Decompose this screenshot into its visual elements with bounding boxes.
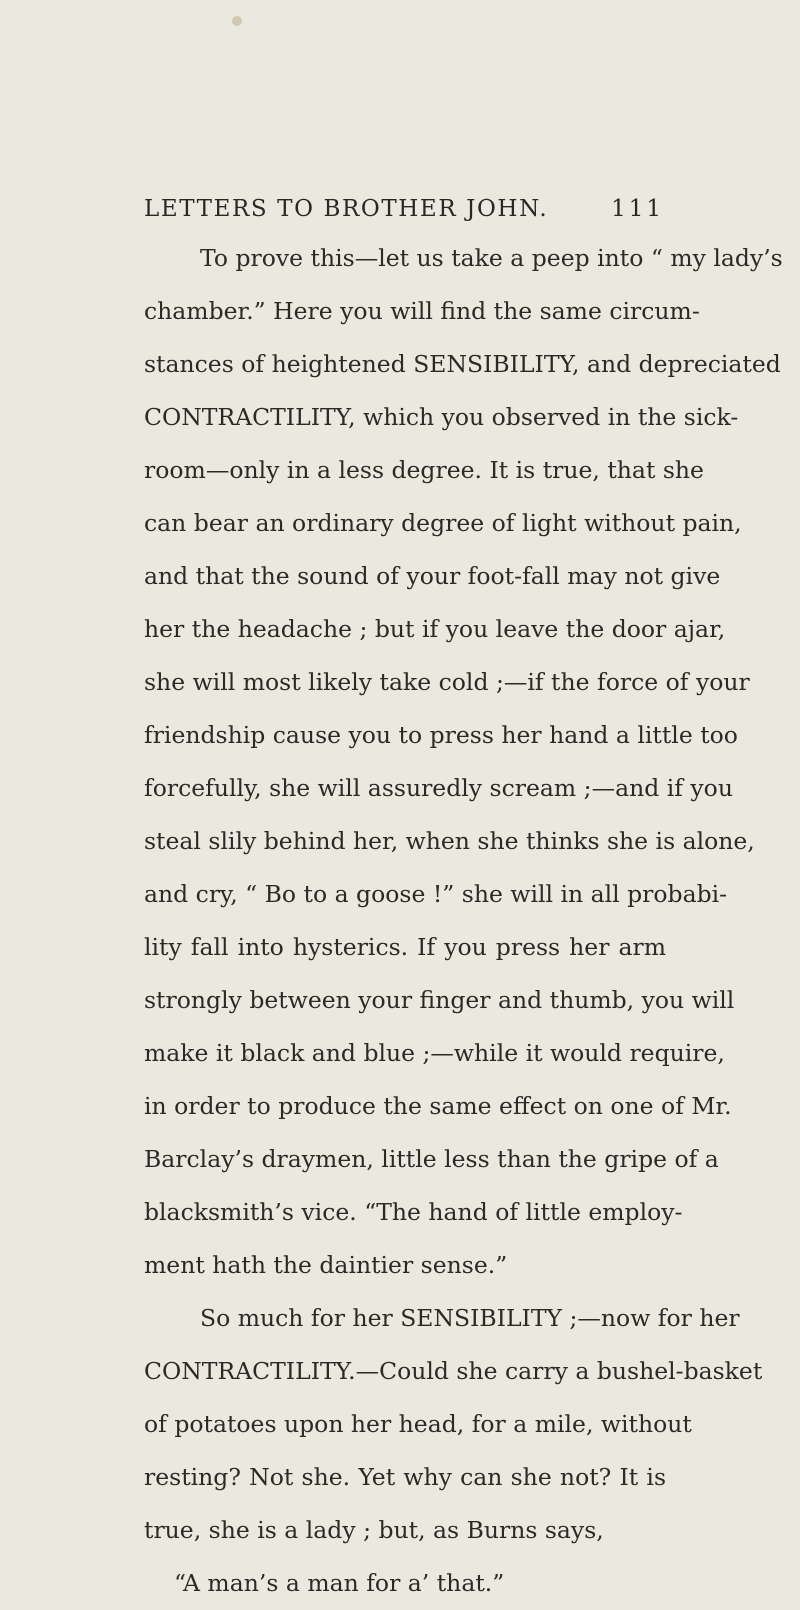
text-line: in order to produce the same effect on one of Mr.: [144, 1092, 732, 1120]
text-line: stances of heightened SENSIBILITY, and depreciated: [144, 350, 781, 378]
text-line: and cry, “ Bo to a goose !” she will in all probabi-: [144, 880, 728, 908]
text-line: strongly between your finger and thumb, you will: [144, 986, 735, 1014]
text-line: lity fall into hysterics. If you press her arm: [144, 933, 666, 961]
burns-quote: “A man’s a man for a’ that.”: [174, 1569, 505, 1597]
text-line: friendship cause you to press her hand a little too: [144, 721, 738, 749]
text-line: forcefully, she will assuredly scream ;—and if you: [144, 774, 733, 802]
text-line: CONTRACTILITY, which you observed in the sick-: [144, 403, 739, 431]
text-line: can bear an ordinary degree of light without pain,: [144, 509, 742, 537]
body-text: [144, 232, 783, 1610]
running-title: LETTERS TO BROTHER JOHN.: [144, 196, 549, 222]
text-line: she will most likely take cold ;—if the force of your: [144, 668, 750, 696]
text-line: of potatoes upon her head, for a mile, without: [144, 1410, 692, 1438]
text-line: resting? Not she. Yet why can she not? It is: [144, 1463, 666, 1491]
text-line: So much for her SENSIBILITY ;—now for her: [200, 1304, 740, 1332]
text-line: blacksmith’s vice. “The hand of little employ-: [144, 1198, 683, 1226]
paper-speck: [232, 16, 242, 26]
text-line: make it black and blue ;—while it would require,: [144, 1039, 725, 1067]
text-line: room—only in a less degree. It is true, that she: [144, 456, 704, 484]
text-line: steal slily behind her, when she thinks she is alone,: [144, 827, 755, 855]
text-line: and that the sound of your foot-fall may not give: [144, 562, 721, 590]
text-line: Barclay’s draymen, little less than the gripe of a: [144, 1145, 719, 1173]
running-header: [144, 196, 664, 222]
text-line: To prove this—let us take a peep into “ my lady’s: [200, 244, 783, 272]
text-line: ment hath the daintier sense.”: [144, 1251, 508, 1279]
text-line: true, she is a lady ; but, as Burns says,: [144, 1516, 604, 1544]
text-line: chamber.” Here you will find the same circum-: [144, 297, 700, 325]
text-line: her the headache ; but if you leave the door ajar,: [144, 615, 726, 643]
page-number: 111: [611, 196, 664, 222]
text-line: CONTRACTILITY.—Could she carry a bushel-basket: [144, 1357, 763, 1385]
